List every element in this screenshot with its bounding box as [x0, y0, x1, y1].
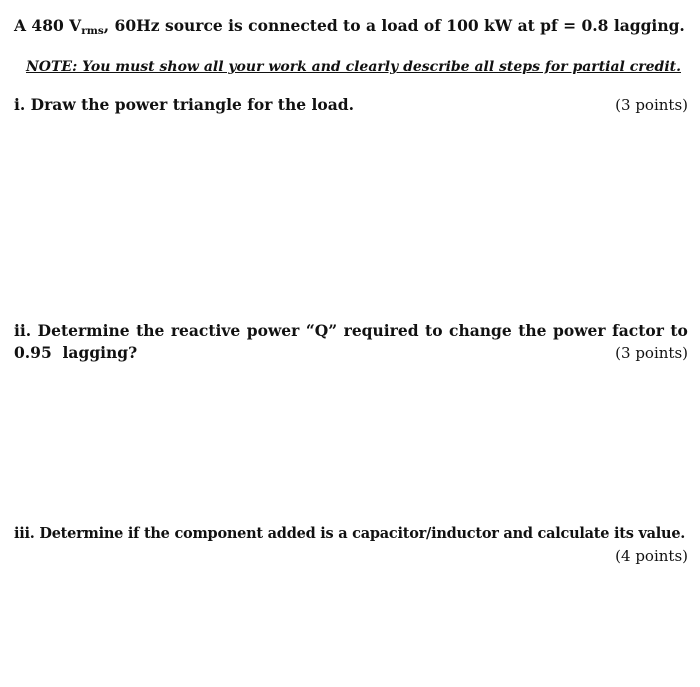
question-2-word: factor — [612, 321, 664, 340]
question-2-word: the — [136, 321, 165, 340]
question-2-word: ii. — [14, 321, 32, 340]
question-1-text: i. Draw the power triangle for the load. — [14, 95, 354, 114]
question-2-word: “Q” — [305, 321, 338, 340]
question-2-word: power — [553, 321, 606, 340]
problem-statement-suffix: , 60Hz source is connected to a load of 100 kW at pf = 0.8 lagging. — [103, 16, 685, 35]
question-2-word: reactive — [170, 321, 241, 340]
question-3-points: (4 points) — [615, 547, 688, 565]
question-2-word: to — [670, 321, 688, 340]
question-2-points: (3 points) — [615, 344, 688, 362]
question-2-line-2 — [14, 343, 688, 363]
question-2-line-1 — [14, 321, 688, 341]
question-2-word: power — [246, 321, 300, 340]
question-2-word: Determine — [37, 321, 130, 340]
question-1 — [14, 95, 688, 115]
problem-statement — [14, 16, 688, 41]
problem-statement-subscript: rms — [81, 25, 104, 37]
question-2-word: change — [449, 321, 512, 340]
instructions-note: NOTE: You must show all your work and clearly describe all steps for partial credit. — [26, 59, 681, 75]
question-1-points: (3 points) — [615, 96, 688, 114]
question-2-word: required — [343, 321, 419, 340]
question-2-continuation: 0.95 lagging? — [14, 343, 138, 362]
question-2-word: the — [518, 321, 547, 340]
question-2-word: to — [425, 321, 443, 340]
problem-statement-prefix: A 480 V — [14, 16, 82, 35]
question-3-points-row — [14, 546, 688, 566]
question-3-text: iii. Determine if the component added is a capacitor/inductor and calculate its value. — [14, 525, 686, 542]
